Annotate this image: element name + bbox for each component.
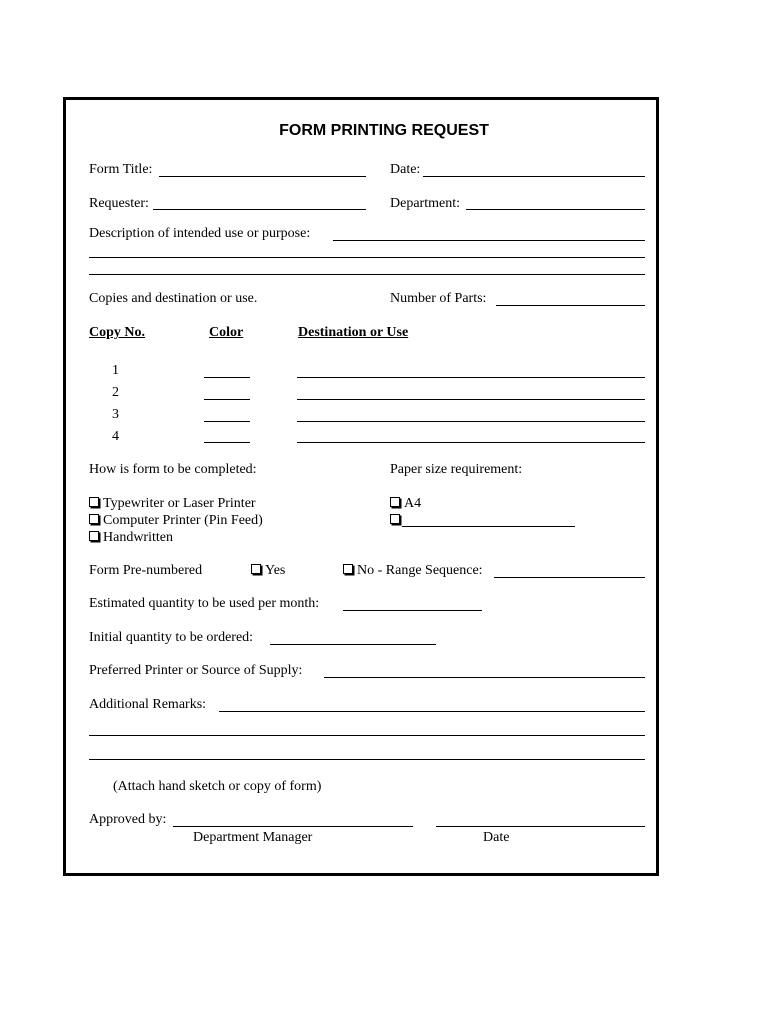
- number-of-parts-label: Number of Parts:: [390, 291, 487, 306]
- remarks-field[interactable]: [219, 711, 645, 712]
- remarks-line-3[interactable]: [89, 759, 645, 760]
- attach-note: (Attach hand sketch or copy of form): [113, 779, 322, 794]
- date-label: Date:: [390, 162, 421, 177]
- additional-remarks-label: Additional Remarks:: [89, 697, 207, 712]
- description-label: Description of intended use or purpose:: [89, 226, 311, 241]
- option-a4[interactable]: A4: [390, 496, 421, 512]
- prenumbered-no-option[interactable]: No - Range Sequence:: [343, 563, 483, 579]
- approval-date-caption: Date: [483, 830, 510, 845]
- description-field[interactable]: [333, 240, 645, 241]
- copy-row-color-field[interactable]: [204, 377, 250, 378]
- copy-row-destination-field[interactable]: [297, 421, 645, 422]
- other-size-field[interactable]: [402, 526, 575, 527]
- prenumbered-yes-option[interactable]: Yes: [251, 563, 285, 579]
- copy-row-number: 2: [112, 385, 119, 400]
- copy-row-color-field[interactable]: [204, 442, 250, 443]
- requester-label: Requester:: [89, 196, 149, 211]
- checkbox-icon[interactable]: [343, 564, 353, 574]
- copies-destination-label: Copies and destination or use.: [89, 291, 258, 306]
- approved-by-label: Approved by:: [89, 812, 167, 827]
- department-manager-caption: Department Manager: [193, 830, 313, 845]
- preferred-printer-label: Preferred Printer or Source of Supply:: [89, 663, 303, 678]
- checkbox-icon[interactable]: [89, 497, 99, 507]
- copy-row-destination-field[interactable]: [297, 442, 645, 443]
- manager-signature-field[interactable]: [173, 826, 413, 827]
- form-title-label: Form Title:: [89, 162, 153, 177]
- checkbox-icon[interactable]: [251, 564, 261, 574]
- checkbox-icon[interactable]: [89, 514, 99, 524]
- initial-quantity-field[interactable]: [270, 644, 436, 645]
- destination-header: Destination or Use: [298, 325, 409, 340]
- description-line-2[interactable]: [89, 257, 645, 258]
- checkbox-icon[interactable]: [390, 497, 400, 507]
- estimated-quantity-field[interactable]: [343, 610, 482, 611]
- description-line-3[interactable]: [89, 274, 645, 275]
- color-header: Color: [209, 325, 244, 340]
- department-field[interactable]: [466, 209, 645, 210]
- copy-row-color-field[interactable]: [204, 399, 250, 400]
- checkbox-icon[interactable]: [89, 531, 99, 541]
- form-title-heading: FORM PRINTING REQUEST: [279, 122, 489, 139]
- form-title-field[interactable]: [159, 176, 366, 177]
- department-label: Department:: [390, 196, 460, 211]
- copy-row-number: 3: [112, 407, 119, 422]
- paper-size-label: Paper size requirement:: [390, 462, 523, 477]
- option-typewriter[interactable]: Typewriter or Laser Printer: [89, 496, 256, 512]
- copy-row-color-field[interactable]: [204, 421, 250, 422]
- initial-quantity-label: Initial quantity to be ordered:: [89, 630, 254, 645]
- copy-row-destination-field[interactable]: [297, 399, 645, 400]
- option-computer-printer[interactable]: Computer Printer (Pin Feed): [89, 513, 263, 529]
- prenumbered-label: Form Pre-numbered: [89, 563, 203, 578]
- option-handwritten[interactable]: Handwritten: [89, 530, 173, 546]
- number-of-parts-field[interactable]: [496, 305, 645, 306]
- copy-row-number: 4: [112, 429, 119, 444]
- requester-field[interactable]: [153, 209, 366, 210]
- copy-row-destination-field[interactable]: [297, 377, 645, 378]
- completion-method-label: How is form to be completed:: [89, 462, 257, 477]
- copy-no-header: Copy No.: [89, 325, 146, 340]
- approval-date-field[interactable]: [436, 826, 645, 827]
- preferred-printer-field[interactable]: [324, 677, 645, 678]
- copy-row-number: 1: [112, 363, 119, 378]
- date-field[interactable]: [423, 176, 645, 177]
- estimated-quantity-label: Estimated quantity to be used per month:: [89, 596, 320, 611]
- remarks-line-2[interactable]: [89, 735, 645, 736]
- checkbox-icon[interactable]: [390, 514, 400, 524]
- range-sequence-field[interactable]: [494, 577, 645, 578]
